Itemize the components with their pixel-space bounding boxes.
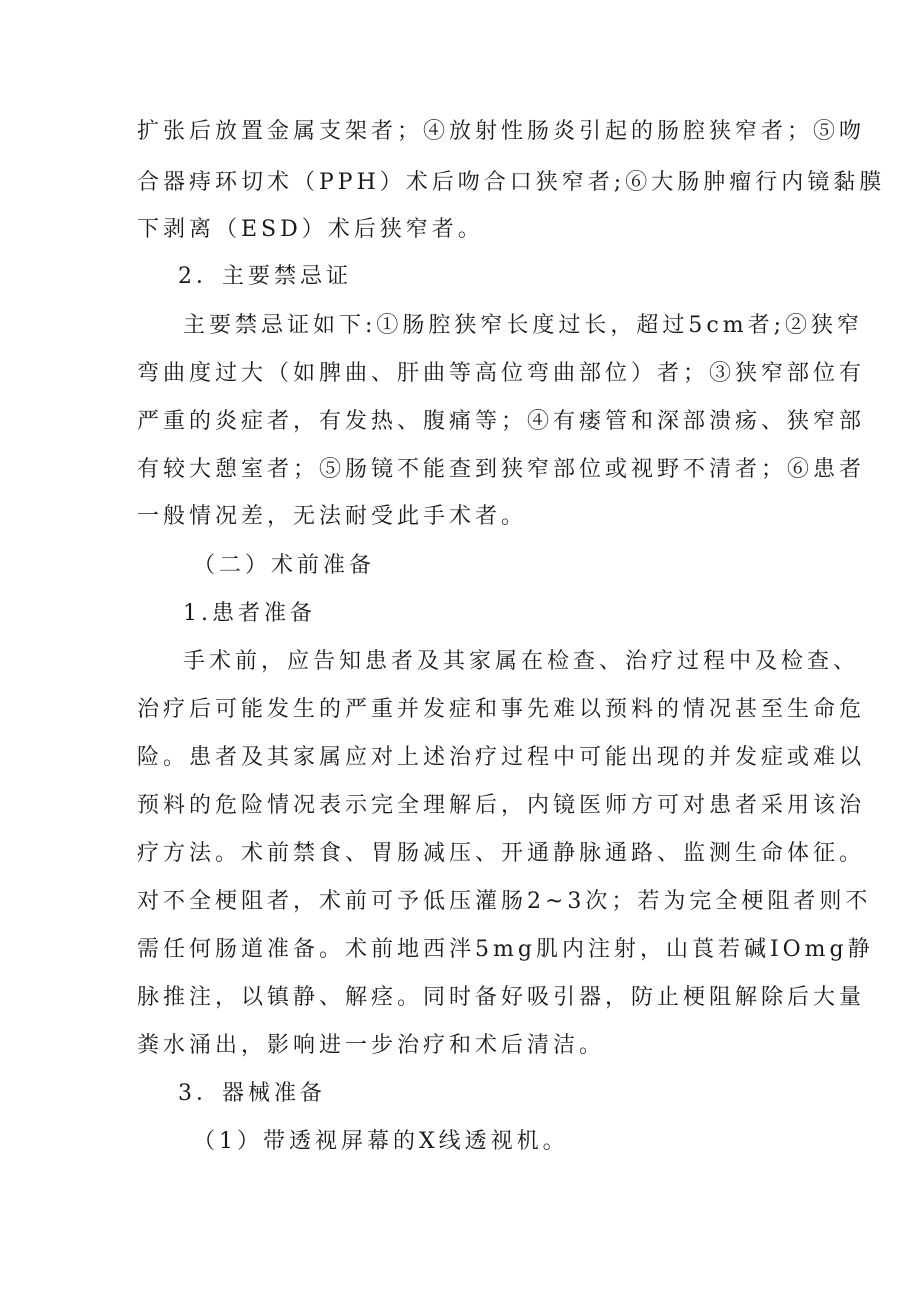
paragraph-line: 对不全梗阻者，术前可予低压灌肠2~3次；若为完全梗阻者则不 [137, 889, 872, 914]
paragraph-line: 粪水涌出，影响进一步治疗和术后清洁。 [137, 1033, 606, 1058]
paragraph-line: 主要禁忌证如下:①肠腔狭窄长度过长，超过5cm者;②狭窄 [183, 313, 864, 338]
paragraph-line: 下剥离（ESD）术后狭窄者。 [137, 217, 484, 242]
paragraph-line: 预料的危险情况表示完全理解后，内镜医师方可对患者采用该治 [137, 793, 866, 818]
section-heading: 2．主要禁忌证 [178, 264, 352, 289]
paragraph-line: 一般情况差，无法耐受此手术者。 [137, 504, 528, 529]
paragraph-line: 需任何肠道准备。术前地西泮5mg肌内注射，山莨若碱IOmg静 [137, 937, 874, 962]
paragraph-line: 手术前，应告知患者及其家属在检查、治疗过程中及检查、 [183, 649, 860, 674]
section-heading: （二）术前准备 [193, 553, 376, 578]
paragraph-line: 治疗后可能发生的严重并发症和事先难以预料的情况甚至生命危 [137, 697, 866, 722]
subsection-heading: 3．器械准备 [178, 1081, 326, 1106]
subsection-heading: 1.患者准备 [183, 601, 316, 626]
paragraph-line: 疗方法。术前禁食、胃肠减压、开通静脉通路、监测生命体征。 [137, 841, 866, 866]
paragraph-line: 脉推注，以镇静、解痉。同时备好吸引器，防止梗阻解除后大量 [137, 985, 866, 1010]
paragraph-line: 有较大憩室者；⑤肠镜不能查到狭窄部位或视野不清者；⑥患者 [137, 457, 866, 482]
list-item: （1）带透视屏幕的X线透视机。 [193, 1129, 569, 1154]
paragraph-line: 弯曲度过大（如脾曲、肝曲等高位弯曲部位）者；③狭窄部位有 [137, 361, 866, 386]
paragraph-line: 险。患者及其家属应对上述治疗过程中可能出现的并发症或难以 [137, 745, 866, 770]
paragraph-line: 扩张后放置金属支架者；④放射性肠炎引起的肠腔狭窄者；⑤吻 [137, 119, 866, 144]
paragraph-line: 严重的炎症者，有发热、腹痛等；④有瘘管和深部溃疡、狭窄部 [137, 409, 866, 434]
paragraph-line: 合器痔环切术（PPH）术后吻合口狭窄者;⑥大肠肿瘤行内镜黏膜 [137, 170, 886, 195]
